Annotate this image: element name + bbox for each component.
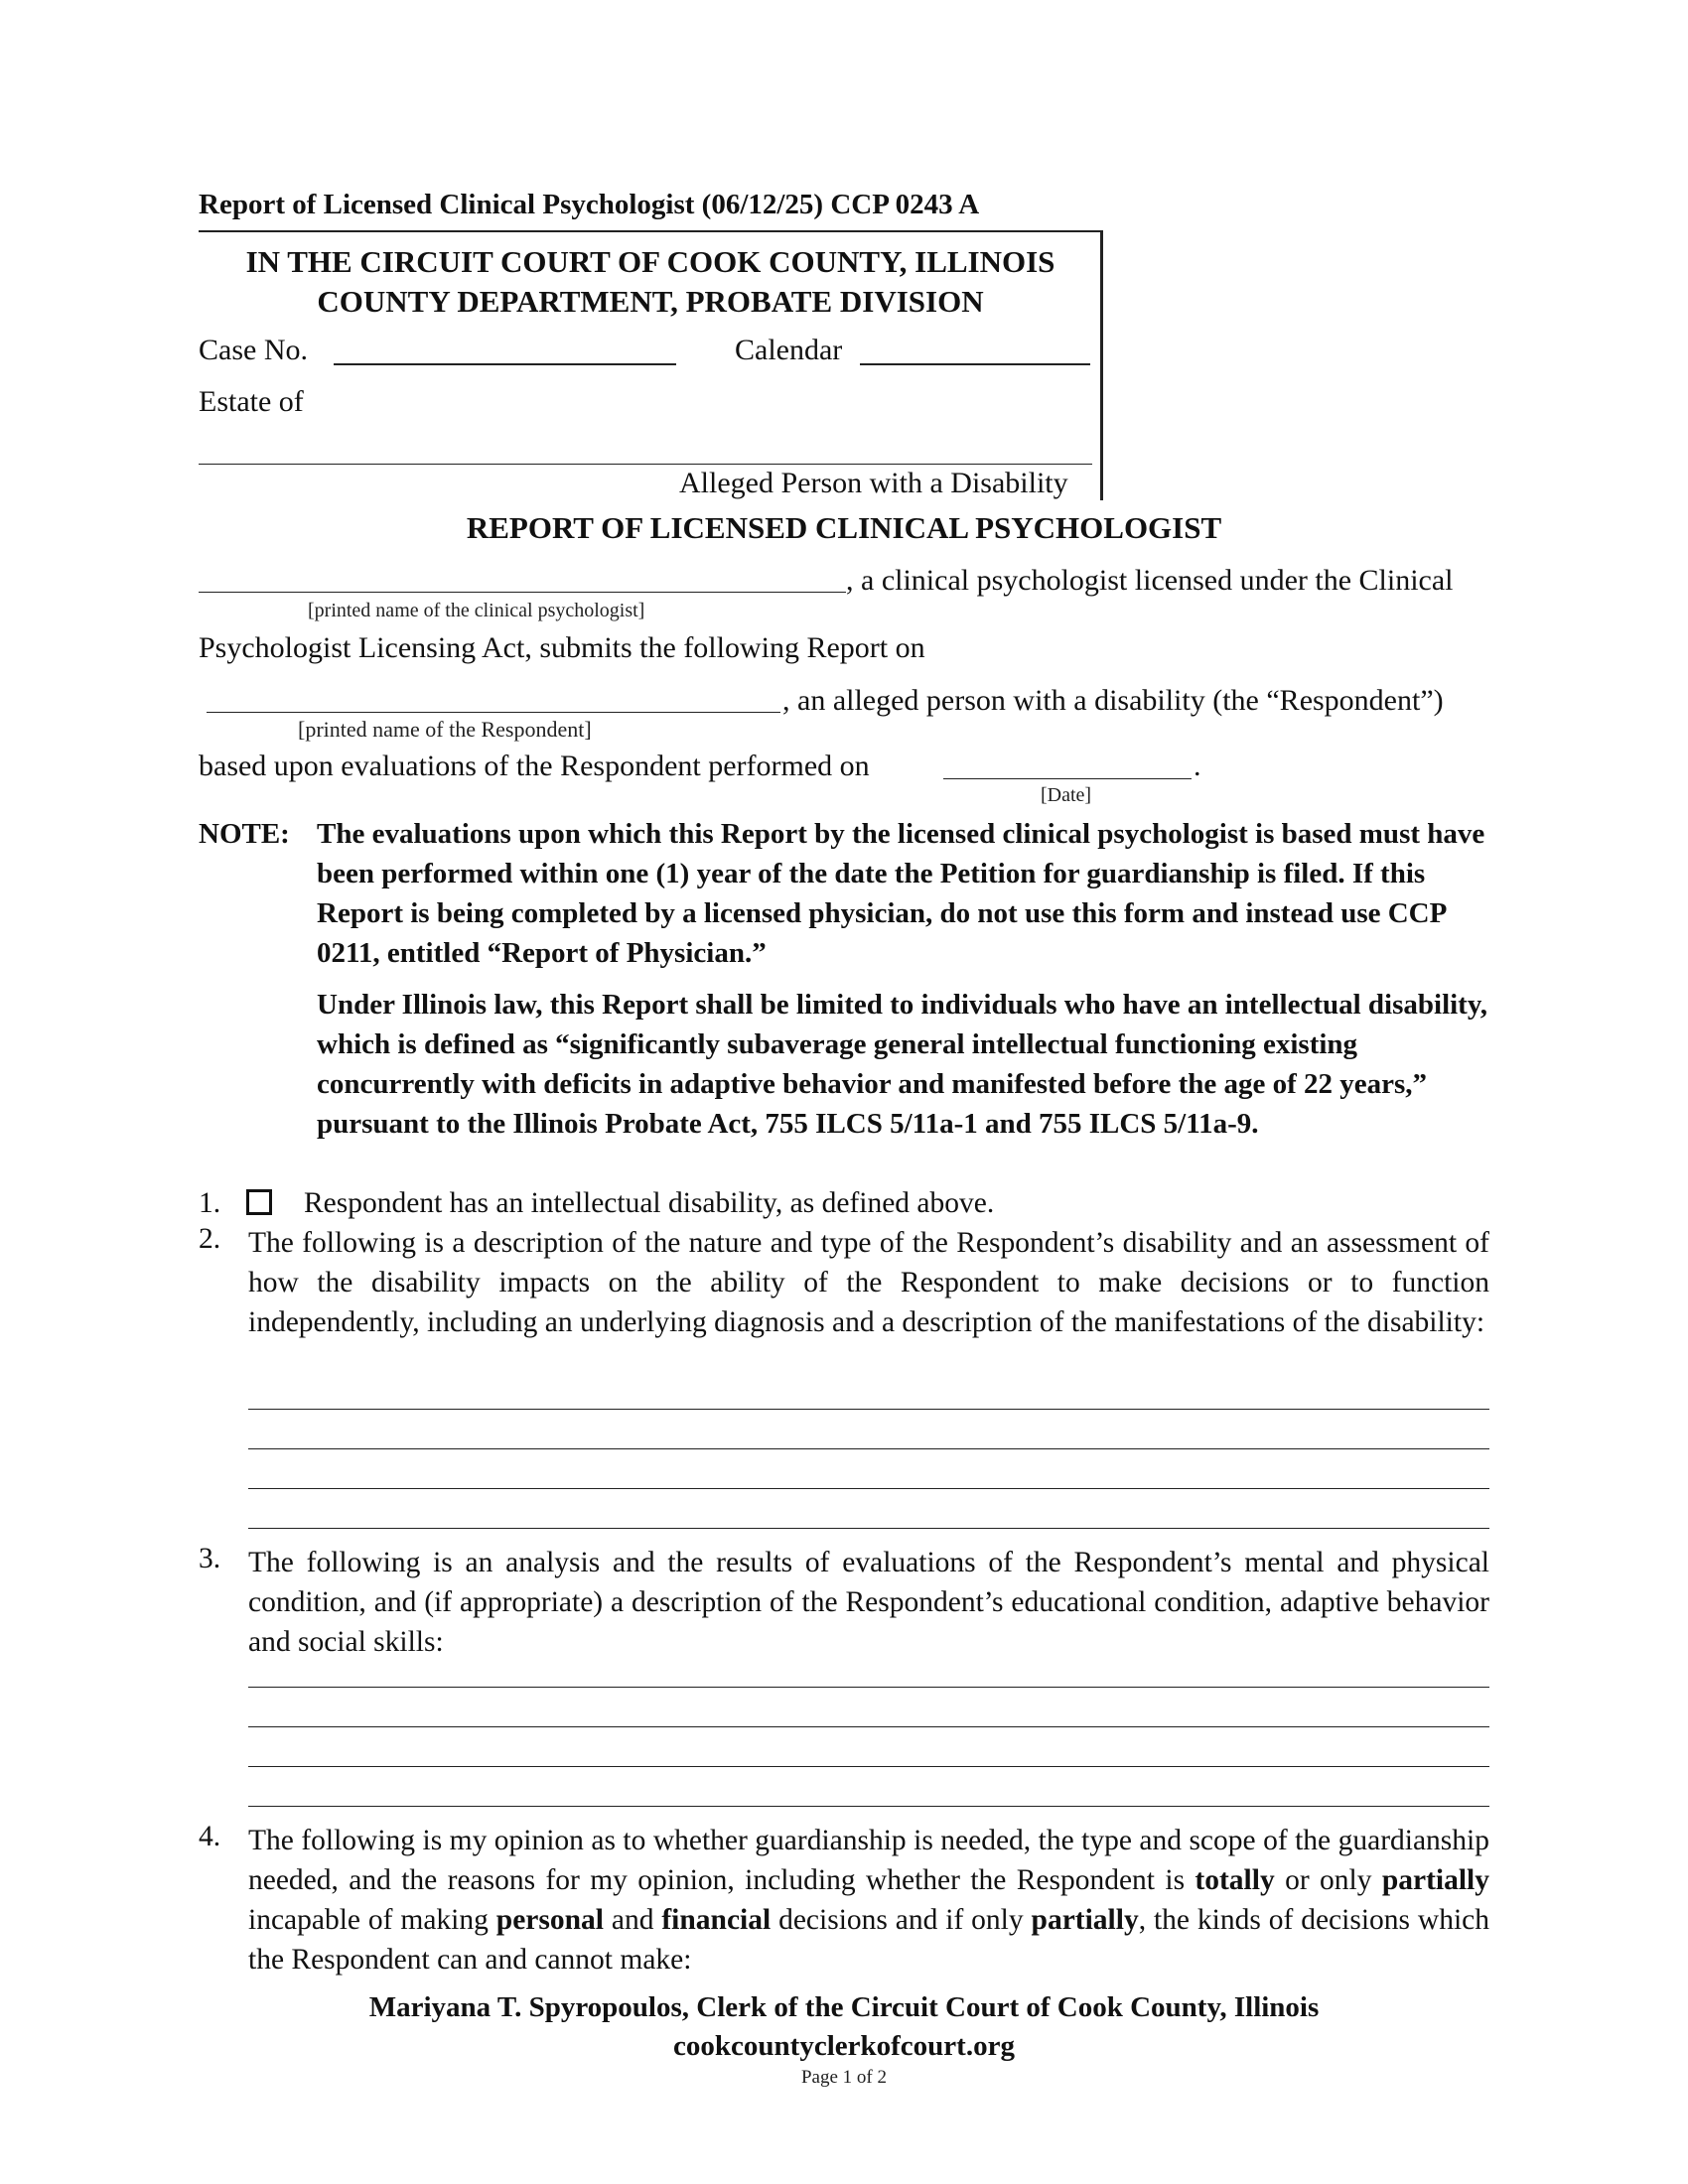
clerk-name: Mariyana T. Spyropoulos, Clerk of the Circuit Court of Cook County, Illinois	[368, 1991, 1320, 2023]
item-4-text-part: , the kinds of decisions which the Respondent can and cannot make:	[248, 1904, 1489, 1976]
item-4-bold-financial: financial	[661, 1904, 772, 1936]
evaluation-date-field[interactable]	[943, 747, 1192, 779]
item-4-text-part: The following is my opinion as to whether guardianship is needed, the type and scope of the guardianship needed, and the reasons for my opinion, including whether the Respondent is	[248, 1825, 1489, 1896]
item-2-answer-line[interactable]	[248, 1488, 1489, 1489]
item-3-answer-line[interactable]	[248, 1687, 1489, 1688]
item-4-text-part: incapable of making	[248, 1904, 496, 1936]
note-paragraph-1: The evaluations upon which this Report by the licensed clinical psychologist is based must have been performed within one (1) year of the date the Petition for guardianship is filed. If this Report is being completed by a licensed physician, do not use this form and instead use CCP 0211, entitled “Report of Physician.”	[317, 818, 1485, 969]
item-4-bold-totally: totally	[1195, 1864, 1275, 1896]
psychologist-name-caption: [printed name of the clinical psychologist]	[308, 600, 645, 621]
item-4-text-part: and	[603, 1904, 662, 1936]
case-no-label: Case No.	[199, 334, 308, 366]
estate-label: Estate of	[199, 385, 304, 418]
alleged-person-label: Alleged Person with a Disability	[679, 467, 1068, 499]
item-3-number: 3.	[199, 1543, 221, 1574]
item-4-text-part: or only	[1274, 1864, 1382, 1896]
estate-name-field[interactable]	[199, 432, 1092, 465]
report-title: REPORT OF LICENSED CLINICAL PSYCHOLOGIST	[466, 510, 1222, 545]
clerk-website[interactable]: cookcountyclerkofcourt.org	[673, 2030, 1015, 2062]
item-4-number: 4.	[199, 1821, 221, 1852]
item-4-bold-personal: personal	[495, 1904, 604, 1936]
intro-period: .	[1194, 750, 1201, 782]
form-id: Report of Licensed Clinical Psychologist (06/12/25) CCP 0243 A	[199, 189, 980, 220]
item-4-text	[248, 1821, 1489, 1979]
note-label: NOTE:	[199, 818, 290, 850]
page-number: Page 1 of 2	[800, 2067, 887, 2088]
item-1-number: 1.	[199, 1187, 221, 1219]
date-caption: [Date]	[1041, 784, 1092, 806]
case-no-field[interactable]	[334, 334, 676, 365]
respondent-name-caption: [printed name of the Respondent]	[298, 717, 592, 742]
item-4-bold-partially: partially	[1031, 1904, 1139, 1936]
item-2-answer-line[interactable]	[248, 1528, 1489, 1529]
calendar-field[interactable]	[860, 334, 1090, 365]
item-3-text: The following is an analysis and the results of evaluations of the Respondent’s mental and physical condition, and (if appropriate) a description of the Respondent’s educational condition, adaptive behavior and social skills:	[248, 1547, 1489, 1658]
calendar-label: Calendar	[735, 334, 843, 366]
intro-text-2: Psychologist Licensing Act, submits the following Report on	[199, 631, 925, 664]
intro-text-1: , a clinical psychologist licensed under the Clinical	[846, 564, 1454, 597]
court-division: COUNTY DEPARTMENT, PROBATE DIVISION	[317, 284, 984, 319]
intro-text-3: , an alleged person with a disability (the “Respondent”)	[782, 684, 1444, 717]
respondent-name-field[interactable]	[207, 680, 780, 713]
psychologist-name-field[interactable]	[199, 560, 846, 593]
item-3-answer-line[interactable]	[248, 1766, 1489, 1767]
item-2-answer-line[interactable]	[248, 1448, 1489, 1449]
item-2-number: 2.	[199, 1223, 221, 1255]
item-3-answer-line[interactable]	[248, 1726, 1489, 1727]
item-3-answer-line[interactable]	[248, 1806, 1489, 1807]
item-4-bold-partially: partially	[1381, 1864, 1489, 1896]
note-paragraph-2: Under Illinois law, this Report shall be limited to individuals who have an intellectual disability, which is defined as “significantly subaverage general intellectual functioning existing concurrently with deficits in adaptive behavior and manifested before the age of 22 years,” pursuant to the Illinois Probate Act, 755 ILCS 5/11a-1 and 755 ILCS 5/11a-9.	[317, 989, 1487, 1140]
intellectual-disability-checkbox[interactable]	[246, 1189, 272, 1215]
item-2-text: The following is a description of the nature and type of the Respondent’s disability and an assessment of how the disability impacts on the ability of the Respondent to make decisions or to function independently, including an underlying diagnosis and a description of the manifestations of the disability:	[248, 1227, 1489, 1338]
item-2-answer-line[interactable]	[248, 1409, 1489, 1410]
item-1-text: Respondent has an intellectual disability, as defined above.	[304, 1187, 995, 1219]
court-name: IN THE CIRCUIT COURT OF COOK COUNTY, ILLINOIS	[245, 244, 1055, 279]
intro-text-4: based upon evaluations of the Respondent performed on	[199, 750, 870, 782]
item-4-text-part: decisions and if only	[771, 1904, 1032, 1936]
